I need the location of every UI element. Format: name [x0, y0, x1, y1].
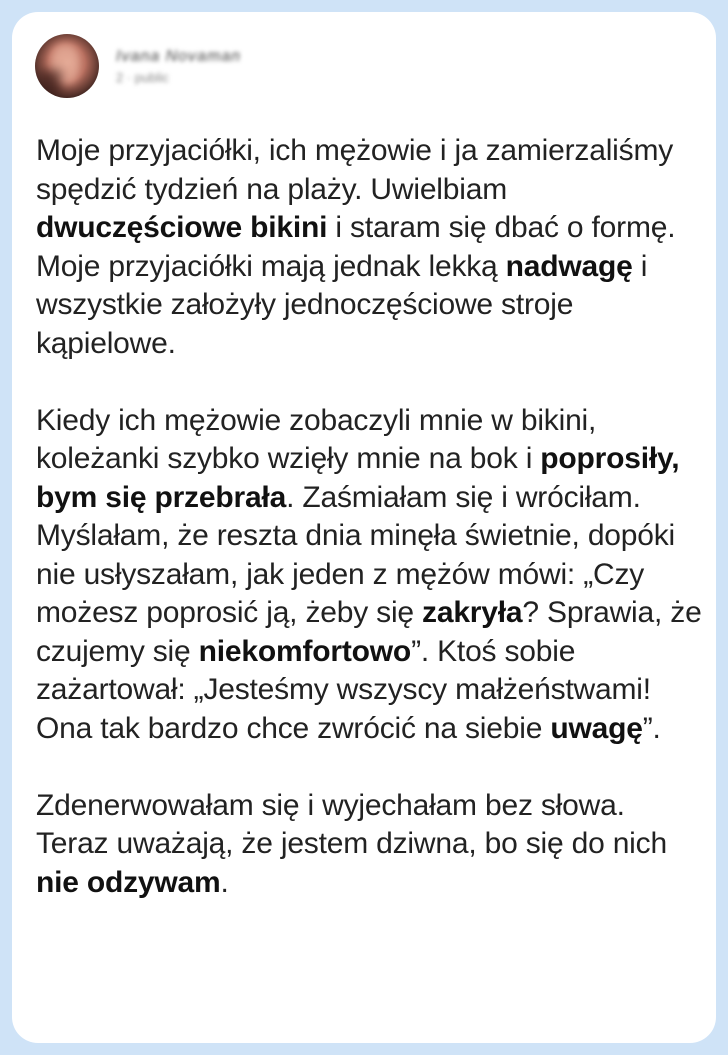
- post-meta: 2 · public: [116, 70, 169, 85]
- post-text: Kiedy ich mężowie zobaczyli mnie w bikini, koleżanki szybko wzięły mnie na bok i: [36, 403, 597, 475]
- author-name[interactable]: Ivana Novaman: [116, 48, 242, 65]
- post-bold-text: zakryła: [422, 596, 523, 629]
- post-text: i wszystkie założyły jednoczęściowe stroje kąpielowe.: [36, 249, 648, 360]
- post-text: ? Sprawia, że czujemy się: [36, 596, 702, 668]
- post-text: Moje przyjaciółki, ich mężowie i ja zamierzaliśmy spędzić tydzień na plaży. Uwielbiam: [36, 134, 674, 206]
- avatar-hair-blur: [39, 70, 61, 96]
- post-bold-text: nie odzywam: [36, 865, 221, 899]
- post-text: Zdenerwowałam się i wyjechałam bez słowa. Teraz uważają, że jestem dziwna, bo się do nich: [36, 788, 667, 860]
- post-paragraph-3: [36, 787, 704, 903]
- post-text: ”. Ktoś sobie zażartował: „Jesteśmy wszyscy małżeństwami! Ona tak bardzo chce zwrócić na siebie: [36, 634, 651, 745]
- post-bold-text: dwuczęściowe bikini: [36, 211, 328, 244]
- post-bold-text: nadwagę: [505, 249, 633, 283]
- post-text: .: [220, 865, 229, 899]
- post-bold-text: uwagę: [550, 711, 643, 745]
- post-text: i staram się dbać o formę. Moje przyjaciółki mają jednak lekką: [36, 211, 676, 283]
- avatar[interactable]: [35, 34, 99, 98]
- post-card: [12, 12, 716, 1043]
- post-bold-text: poprosiły, bym się przebrała: [36, 442, 680, 514]
- post-body: [36, 132, 704, 902]
- post-paragraph-2: [36, 402, 704, 749]
- post-text: ”.: [642, 711, 661, 745]
- post-bold-text: niekomfortowo: [198, 634, 412, 668]
- post-author: [116, 48, 276, 86]
- post-paragraph-1: [36, 132, 704, 363]
- post-text: . Zaśmiałam się i wróciłam. Myślałam, że reszta dnia minęła świetnie, dopóki nie usłyszałam, jak jeden z mężów mówi: „Czy możesz poprosić ją, żeby się: [36, 480, 676, 629]
